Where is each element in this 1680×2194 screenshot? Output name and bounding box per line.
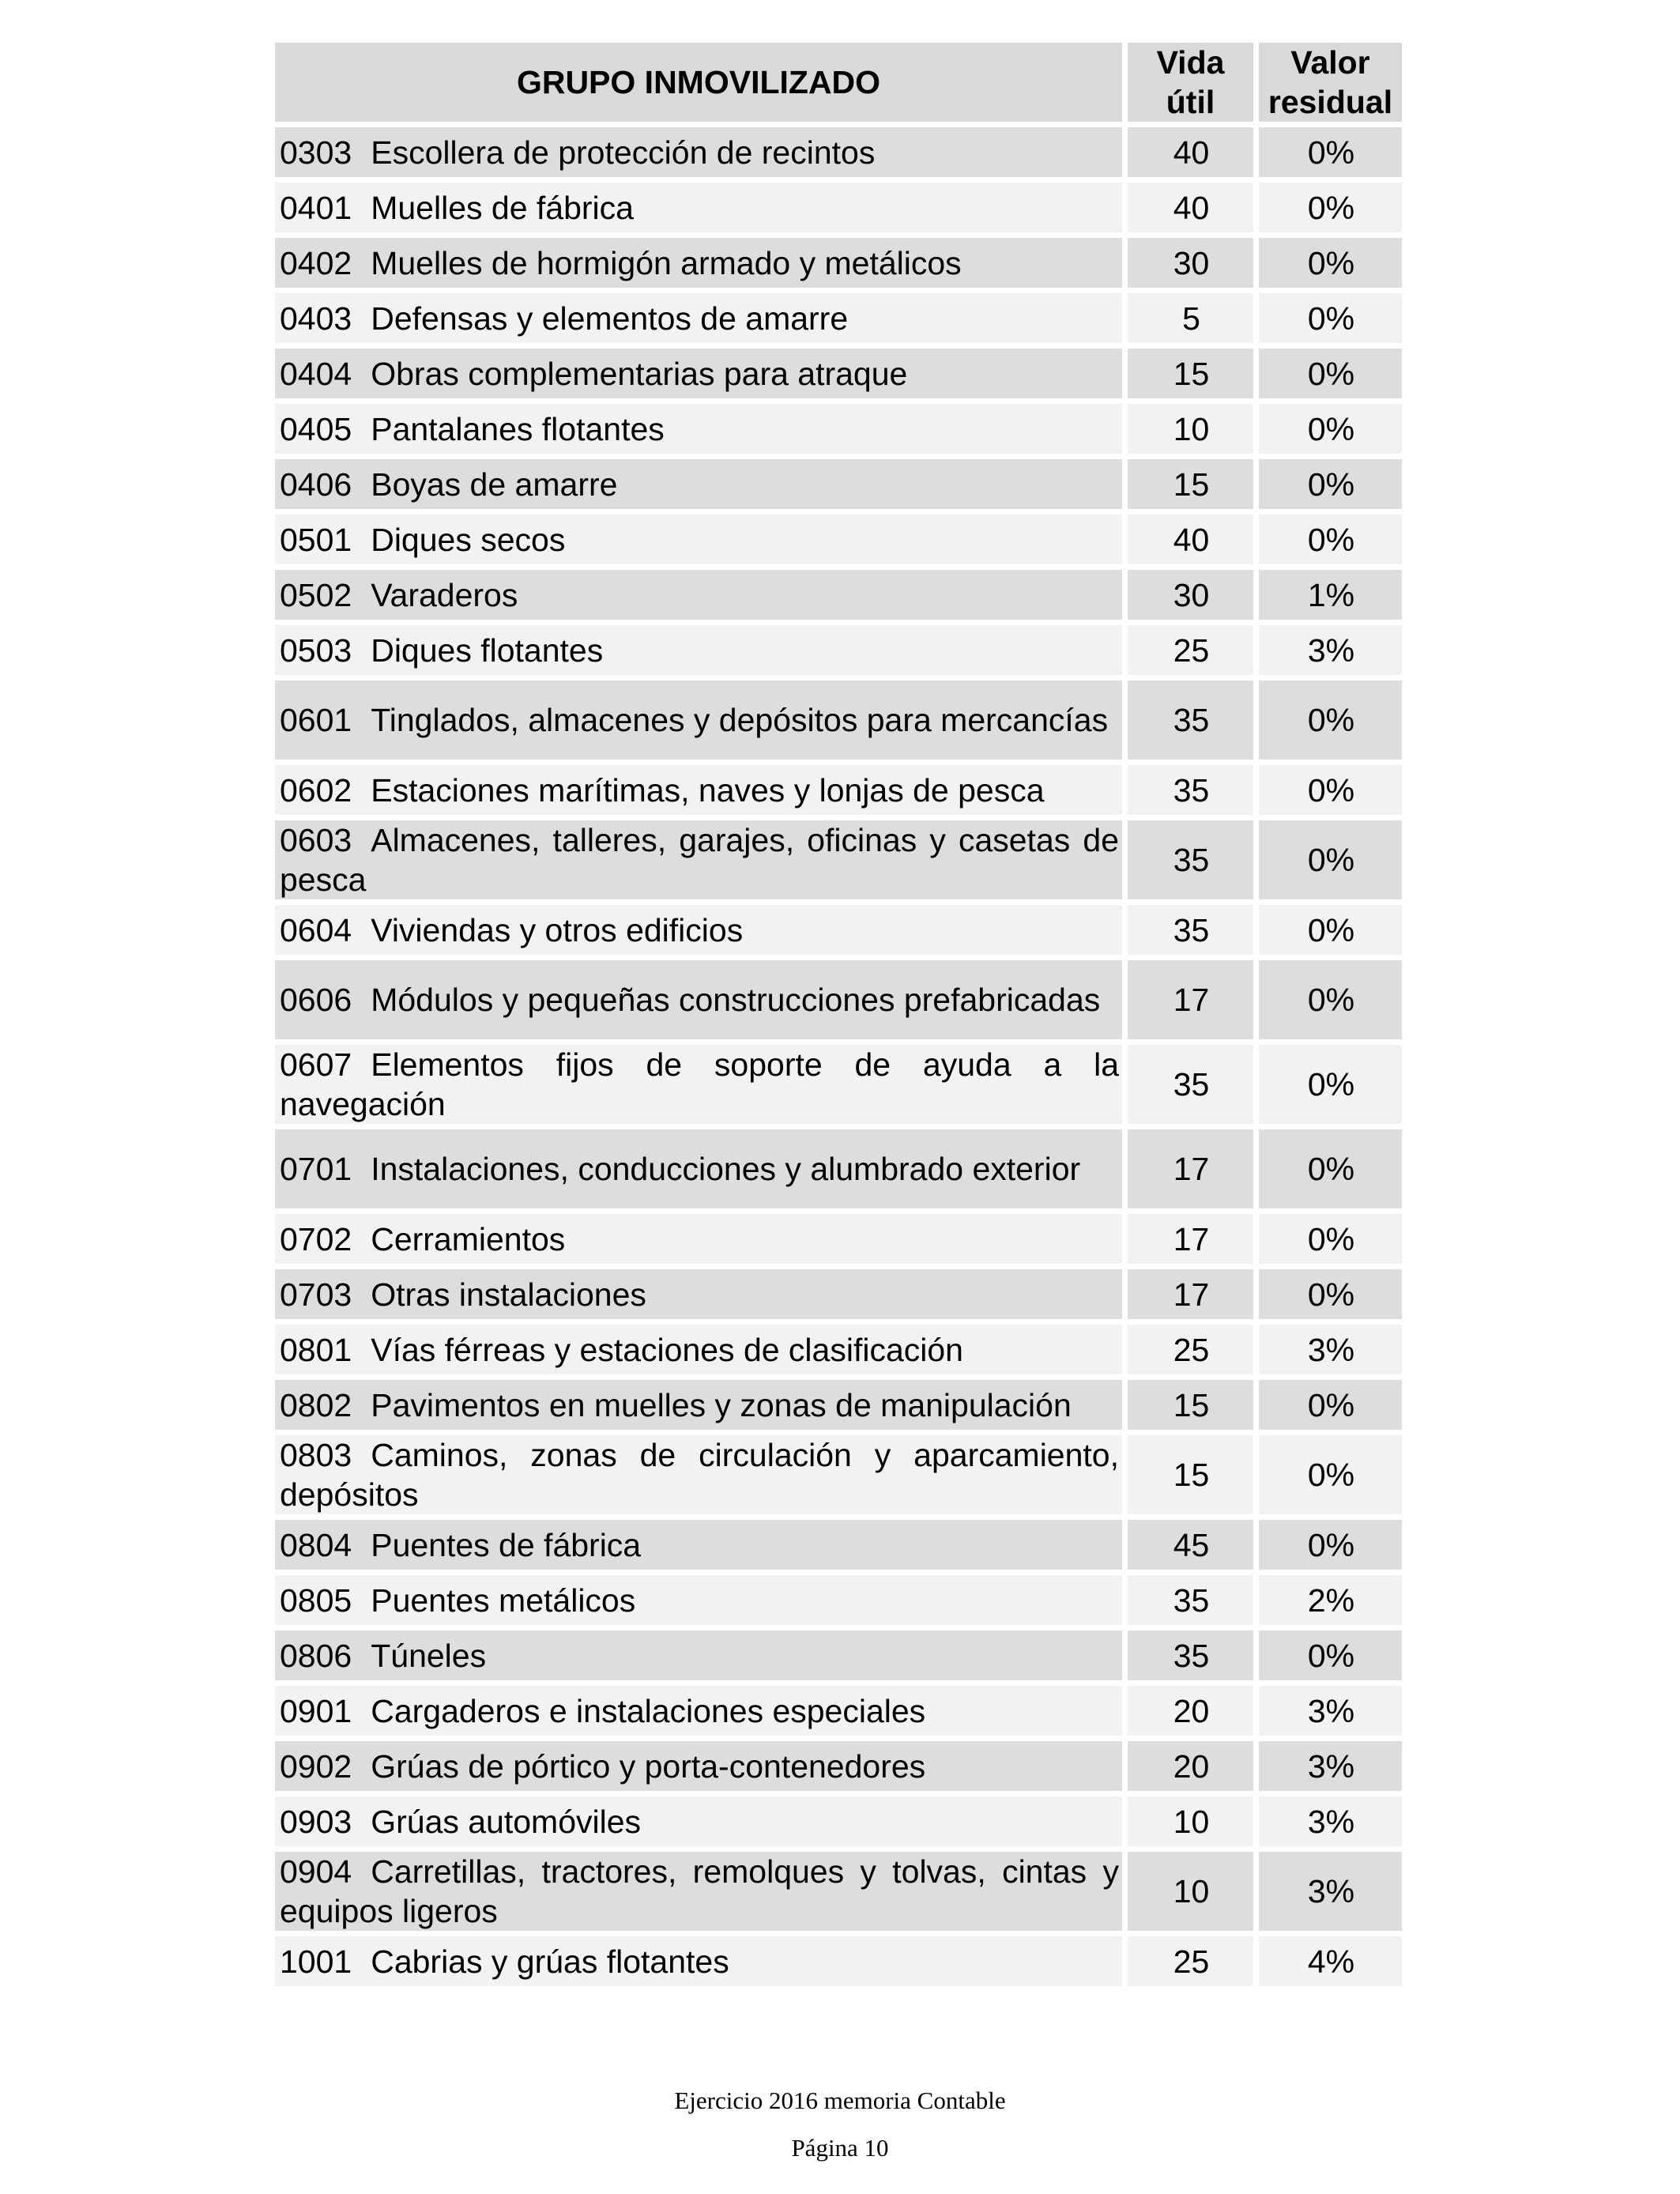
table-row [275, 1741, 1402, 1791]
asset-group-cell [275, 1796, 1122, 1846]
useful-life-cell: 15 [1128, 349, 1253, 398]
asset-description: Módulos y pequeñas construcciones prefabricadas [371, 982, 1101, 1018]
asset-group-cell [275, 680, 1122, 760]
table-row [275, 905, 1402, 955]
table-row [275, 680, 1402, 760]
useful-life-cell: 35 [1128, 1575, 1253, 1625]
asset-code: 0902 [280, 1747, 352, 1785]
table-row [275, 625, 1402, 675]
table-row [275, 1435, 1402, 1514]
asset-description: Diques secos [371, 521, 566, 558]
residual-value-cell: 2% [1259, 1575, 1402, 1625]
asset-code: 0903 [280, 1803, 352, 1840]
residual-value-cell: 0% [1259, 238, 1402, 288]
asset-group-cell [275, 1686, 1122, 1736]
table-row [275, 1129, 1402, 1208]
asset-description: Estaciones marítimas, naves y lonjas de pesca [371, 771, 1045, 809]
useful-life-cell: 20 [1128, 1686, 1253, 1736]
asset-description: Pavimentos en muelles y zonas de manipulación [371, 1386, 1072, 1423]
asset-description: Puentes de fábrica [371, 1526, 642, 1563]
residual-value-cell: 0% [1259, 1045, 1402, 1124]
asset-group-cell [275, 1380, 1122, 1430]
asset-group-cell [275, 1630, 1122, 1680]
asset-group-cell [275, 1129, 1122, 1208]
residual-value-cell: 0% [1259, 293, 1402, 343]
useful-life-cell: 17 [1128, 960, 1253, 1039]
useful-life-cell: 30 [1128, 570, 1253, 620]
asset-group-cell [275, 1045, 1122, 1124]
table-row [275, 570, 1402, 620]
asset-group-cell [275, 820, 1122, 899]
useful-life-cell: 35 [1128, 765, 1253, 815]
asset-code: 0803 [280, 1437, 352, 1473]
asset-code: 0404 [280, 355, 352, 392]
residual-value-cell: 0% [1259, 1520, 1402, 1570]
useful-life-cell: 35 [1128, 820, 1253, 899]
header-residual: Valor residual [1259, 43, 1402, 122]
table-row [275, 293, 1402, 343]
table-row [275, 1936, 1402, 1986]
asset-code: 0405 [280, 410, 352, 447]
useful-life-cell: 15 [1128, 1380, 1253, 1430]
asset-code: 0601 [280, 702, 352, 738]
asset-description: Varaderos [371, 576, 518, 613]
asset-code: 0804 [280, 1526, 352, 1563]
asset-code: 0701 [280, 1151, 352, 1187]
residual-value-cell: 0% [1259, 680, 1402, 760]
asset-code: 0402 [280, 244, 352, 281]
asset-code: 0801 [280, 1331, 352, 1368]
table-row [275, 183, 1402, 232]
useful-life-cell: 25 [1128, 1325, 1253, 1374]
asset-group-cell [275, 1269, 1122, 1319]
asset-description: Vías férreas y estaciones de clasificación [371, 1331, 963, 1368]
table-row [275, 515, 1402, 564]
asset-description: Grúas automóviles [371, 1803, 642, 1840]
asset-code: 0702 [280, 1220, 352, 1257]
useful-life-cell: 25 [1128, 625, 1253, 675]
residual-value-cell: 0% [1259, 127, 1402, 177]
asset-description: Viviendas y otros edificios [371, 911, 744, 948]
useful-life-cell: 10 [1128, 1852, 1253, 1931]
asset-depreciation-table [269, 37, 1407, 1992]
asset-group-cell [275, 1741, 1122, 1791]
table-row [275, 404, 1402, 454]
asset-description: Muelles de fábrica [371, 189, 634, 226]
useful-life-cell: 17 [1128, 1129, 1253, 1208]
residual-value-cell: 1% [1259, 570, 1402, 620]
residual-value-cell: 0% [1259, 1630, 1402, 1680]
residual-value-cell: 3% [1259, 1796, 1402, 1846]
asset-description: Almacenes, talleres, garajes, oficinas y casetas de pesca [280, 822, 1119, 898]
footer-title: Ejercicio 2016 memoria Contable [674, 2087, 1006, 2114]
asset-code: 0904 [280, 1853, 352, 1890]
asset-code: 0502 [280, 576, 352, 613]
residual-value-cell: 0% [1259, 960, 1402, 1039]
asset-group-cell [275, 238, 1122, 288]
header-life: Vida útil [1128, 43, 1253, 122]
table-row [275, 1686, 1402, 1736]
table-row [275, 1214, 1402, 1264]
table-row [275, 1045, 1402, 1124]
useful-life-cell: 35 [1128, 1045, 1253, 1124]
table-row [275, 1852, 1402, 1931]
asset-description: Cabrias y grúas flotantes [371, 1943, 729, 1980]
table-row [275, 765, 1402, 815]
asset-group-cell [275, 960, 1122, 1039]
asset-description: Otras instalaciones [371, 1276, 646, 1313]
useful-life-cell: 15 [1128, 459, 1253, 509]
asset-group-cell [275, 404, 1122, 454]
useful-life-cell: 35 [1128, 680, 1253, 760]
asset-code: 1001 [280, 1943, 352, 1980]
asset-code: 0401 [280, 189, 352, 226]
asset-code: 0703 [280, 1276, 352, 1313]
table-body [275, 127, 1402, 1986]
asset-description: Caminos, zonas de circulación y aparcamiento, depósitos [280, 1437, 1119, 1513]
residual-value-cell: 0% [1259, 1129, 1402, 1208]
useful-life-cell: 5 [1128, 293, 1253, 343]
asset-description: Escollera de protección de recintos [371, 134, 876, 171]
asset-code: 0403 [280, 300, 352, 337]
asset-description: Obras complementarias para atraque [371, 355, 908, 392]
residual-value-cell: 0% [1259, 515, 1402, 564]
table-row [275, 1520, 1402, 1570]
residual-value-cell: 0% [1259, 349, 1402, 398]
asset-code: 0406 [280, 466, 352, 503]
asset-description: Elementos fijos de soporte de ayuda a la navegación [280, 1046, 1119, 1122]
table-row [275, 960, 1402, 1039]
asset-code: 0606 [280, 982, 352, 1018]
residual-value-cell: 0% [1259, 1380, 1402, 1430]
asset-description: Túneles [371, 1637, 487, 1674]
useful-life-cell: 10 [1128, 404, 1253, 454]
asset-group-cell [275, 1520, 1122, 1570]
useful-life-cell: 30 [1128, 238, 1253, 288]
table-row [275, 1269, 1402, 1319]
asset-description: Boyas de amarre [371, 466, 618, 503]
asset-code: 0603 [280, 822, 352, 858]
table-row [275, 1575, 1402, 1625]
residual-value-cell: 3% [1259, 1741, 1402, 1791]
asset-description: Carretillas, tractores, remolques y tolvas, cintas y equipos ligeros [280, 1853, 1119, 1929]
table-row [275, 459, 1402, 509]
asset-group-cell [275, 905, 1122, 955]
table-row [275, 349, 1402, 398]
asset-code: 0805 [280, 1581, 352, 1619]
table-row [275, 127, 1402, 177]
useful-life-cell: 15 [1128, 1435, 1253, 1514]
asset-description: Cargaderos e instalaciones especiales [371, 1692, 926, 1729]
residual-value-cell: 0% [1259, 404, 1402, 454]
residual-value-cell: 3% [1259, 1325, 1402, 1374]
asset-code: 0604 [280, 911, 352, 948]
asset-code: 0802 [280, 1386, 352, 1423]
header-group: GRUPO INMOVILIZADO [275, 43, 1122, 122]
useful-life-cell: 45 [1128, 1520, 1253, 1570]
table-row [275, 1380, 1402, 1430]
residual-value-cell: 0% [1259, 905, 1402, 955]
useful-life-cell: 40 [1128, 127, 1253, 177]
residual-value-cell: 0% [1259, 820, 1402, 899]
useful-life-cell: 40 [1128, 183, 1253, 232]
asset-group-cell [275, 349, 1122, 398]
asset-code: 0501 [280, 521, 352, 558]
useful-life-cell: 35 [1128, 1630, 1253, 1680]
asset-group-cell [275, 765, 1122, 815]
table-row [275, 1630, 1402, 1680]
residual-value-cell: 0% [1259, 459, 1402, 509]
useful-life-cell: 25 [1128, 1936, 1253, 1986]
residual-value-cell: 4% [1259, 1936, 1402, 1986]
asset-group-cell [275, 127, 1122, 177]
residual-value-cell: 0% [1259, 1269, 1402, 1319]
asset-group-cell [275, 515, 1122, 564]
residual-value-cell: 0% [1259, 765, 1402, 815]
asset-description: Diques flotantes [371, 631, 604, 669]
asset-group-cell [275, 625, 1122, 675]
asset-group-cell [275, 1575, 1122, 1625]
asset-group-cell [275, 459, 1122, 509]
asset-table-container [275, 43, 1402, 1986]
table-row [275, 1325, 1402, 1374]
asset-description: Grúas de pórtico y porta-contenedores [371, 1747, 926, 1785]
asset-code: 0607 [280, 1046, 352, 1083]
residual-value-cell: 3% [1259, 625, 1402, 675]
asset-description: Tinglados, almacenes y depósitos para mercancías [371, 702, 1109, 738]
useful-life-cell: 20 [1128, 1741, 1253, 1791]
table-row [275, 820, 1402, 899]
asset-code: 0806 [280, 1637, 352, 1674]
asset-code: 0602 [280, 771, 352, 809]
useful-life-cell: 17 [1128, 1214, 1253, 1264]
asset-code: 0901 [280, 1692, 352, 1729]
asset-code: 0303 [280, 134, 352, 171]
asset-description: Cerramientos [371, 1220, 566, 1257]
residual-value-cell: 0% [1259, 183, 1402, 232]
asset-group-cell [275, 1852, 1122, 1931]
asset-group-cell [275, 1214, 1122, 1264]
asset-description: Puentes metálicos [371, 1581, 636, 1619]
residual-value-cell: 0% [1259, 1435, 1402, 1514]
asset-group-cell [275, 293, 1122, 343]
useful-life-cell: 17 [1128, 1269, 1253, 1319]
asset-description: Pantalanes flotantes [371, 410, 665, 447]
asset-description: Defensas y elementos de amarre [371, 300, 849, 337]
asset-group-cell [275, 570, 1122, 620]
asset-description: Muelles de hormigón armado y metálicos [371, 244, 962, 281]
useful-life-cell: 10 [1128, 1796, 1253, 1846]
asset-group-cell [275, 1325, 1122, 1374]
table-row [275, 1796, 1402, 1846]
asset-code: 0503 [280, 631, 352, 669]
asset-description: Instalaciones, conducciones y alumbrado exterior [371, 1151, 1081, 1187]
asset-group-cell [275, 183, 1122, 232]
residual-value-cell: 0% [1259, 1214, 1402, 1264]
asset-group-cell [275, 1936, 1122, 1986]
residual-value-cell: 3% [1259, 1686, 1402, 1736]
table-header-row [275, 43, 1402, 122]
useful-life-cell: 35 [1128, 905, 1253, 955]
useful-life-cell: 40 [1128, 515, 1253, 564]
table-row [275, 238, 1402, 288]
asset-group-cell [275, 1435, 1122, 1514]
page-number: Página 10 [791, 2134, 889, 2162]
residual-value-cell: 3% [1259, 1852, 1402, 1931]
